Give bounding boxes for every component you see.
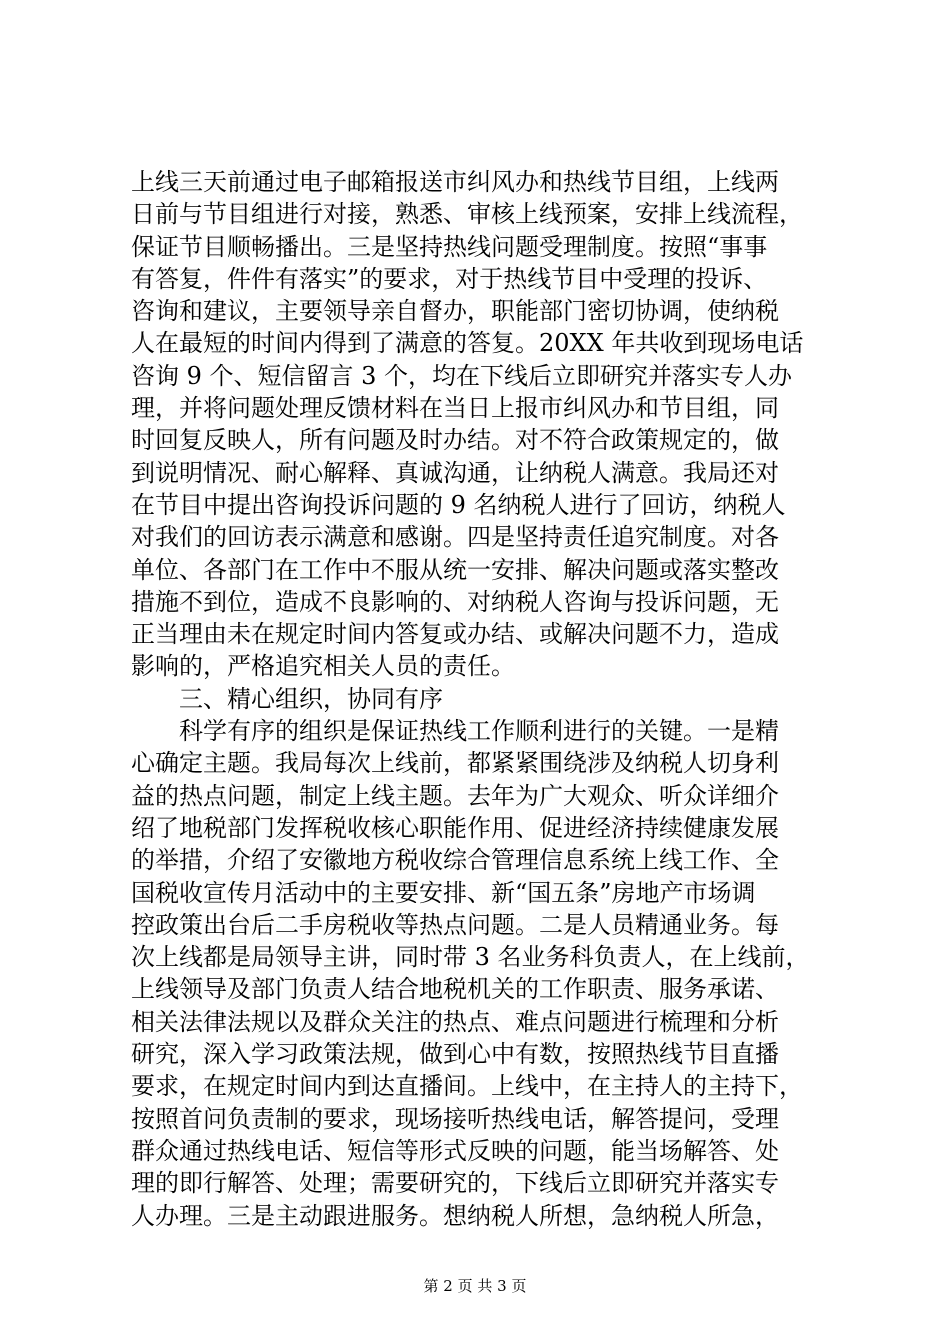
text-line: 措施不到位，造成不良影响的、对纳税人咨询与投诉问题，无 <box>131 587 779 616</box>
text-line: 按照首问负责制的要求，现场接听热线电话，解答提问，受理 <box>131 1104 779 1133</box>
text-line: 人办理。三是主动跟进服务。想纳税人所想，急纳税人所急， <box>131 1201 779 1230</box>
text-line: 的举措，介绍了安徽地方税收综合管理信息系统上线工作、全 <box>131 846 779 875</box>
text-line: 影响的，严格追究相关人员的责任。 <box>131 652 515 681</box>
text-line: 理的即行解答、处理；需要研究的，下线后立即研究并落实专 <box>131 1169 779 1198</box>
text-line: 咨询和建议，主要领导亲自督办，职能部门密切协调，使纳税 <box>131 297 779 326</box>
text-line: 群众通过热线电话、短信等形式反映的问题，能当场解答、处 <box>131 1136 779 1165</box>
text-line: 国税收宣传月活动中的主要安排、新“国五条”房地产市场调 <box>131 878 756 907</box>
section-heading: 三、精心组织，协同有序 <box>131 684 443 713</box>
text-line: 对我们的回访表示满意和感谢。四是坚持责任追究制度。对各 <box>131 523 779 552</box>
text-line: 要求，在规定时间内到达直播间。上线中，在主持人的主持下， <box>131 1072 803 1101</box>
page-number-label: 第 2 页 共 3 页 <box>423 1277 527 1295</box>
text-line: 咨询 9 个、短信留言 3 个，均在下线后立即研究并落实专人办 <box>131 361 793 390</box>
text-line: 益的热点问题，制定上线主题。去年为广大观众、听众详细介 <box>131 781 779 810</box>
text-line: 时回复反映人，所有问题及时办结。对不符合政策规定的，做 <box>131 426 779 455</box>
text-line: 绍了地税部门发挥税收核心职能作用、促进经济持续健康发展 <box>131 813 779 842</box>
text-line: 上线三天前通过电子邮箱报送市纠风办和热线节目组，上线两 <box>131 168 779 196</box>
text-line: 理，并将问题处理反馈材料在当日上报市纠风办和节目组，同 <box>131 394 779 423</box>
body-text <box>131 166 831 1232</box>
page-footer <box>0 1276 950 1296</box>
text-line: 日前与节目组进行对接，熟悉、审核上线预案，安排上线流程， <box>131 200 803 229</box>
text-line: 在节目中提出咨询投诉问题的 9 名纳税人进行了回访，纳税人 <box>131 490 786 519</box>
text-line: 研究，深入学习政策法规，做到心中有数，按照热线节目直播 <box>131 1040 779 1069</box>
text-line: 上线领导及部门负责人结合地税机关的工作职责、服务承诺、 <box>131 975 779 1004</box>
text-line: 人在最短的时间内得到了满意的答复。20XX 年共收到现场电话 <box>131 329 804 358</box>
text-line: 保证节目顺畅播出。三是坚持热线问题受理制度。按照“事事 <box>131 232 768 261</box>
text-line: 心确定主题。我局每次上线前，都紧紧围绕涉及纳税人切身利 <box>131 749 779 778</box>
text-line: 到说明情况、耐心解释、真诚沟通，让纳税人满意。我局还对 <box>131 458 779 487</box>
text-line: 单位、各部门在工作中不服从统一安排、解决问题或落实整改 <box>131 555 779 584</box>
text-line: 有答复，件件有落实”的要求，对于热线节目中受理的投诉、 <box>131 264 768 293</box>
text-line: 科学有序的组织是保证热线工作顺利进行的关键。一是精 <box>131 717 779 746</box>
text-line: 相关法律法规以及群众关注的热点、难点问题进行梳理和分析 <box>131 1007 779 1036</box>
text-line: 次上线都是局领导主讲，同时带 3 名业务科负责人，在上线前， <box>131 943 810 972</box>
text-line: 控政策出台后二手房税收等热点问题。二是人员精通业务。每 <box>131 910 779 939</box>
text-line: 正当理由未在规定时间内答复或办结、或解决问题不力，造成 <box>131 620 779 649</box>
